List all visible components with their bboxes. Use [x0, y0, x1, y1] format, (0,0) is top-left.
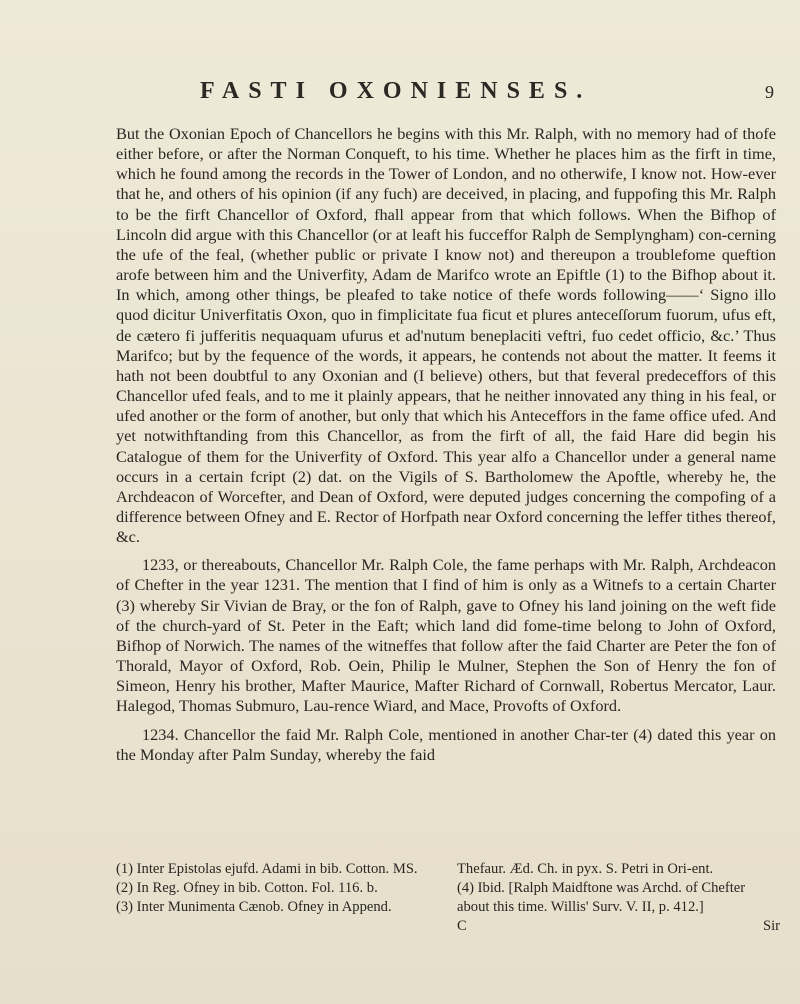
signature-row: [457, 917, 780, 936]
catchword: Sir: [762, 918, 780, 934]
page-number: 9: [765, 82, 774, 102]
footnotes-right-column: [457, 860, 780, 936]
footnote-3: (3) Inter Munimenta Cænob. Ofney in Append.: [116, 899, 392, 915]
paragraph-oxonian-epoch: But the Oxonian Epoch of Chancellors he begins with this Mr. Ralph, with no memory had of thofe either before, or after the Norman Conqueft, to his time. Whether he places him as the firft in time, which he found among the records in the Tower of London, and no otherwife, I know not. How-ever that he, and others of his opinion (if any fuch) are deceived, in placing, and fuppofing this Mr. Ralph to be the firft Chancellor of Oxford, fhall appear from that which follows. When the Bifhop of Lincoln did argue with this Chancellor (or at leaft his fucceffor Ralph de Semplyngham) con-cerning the ufe of the feal, (whether public or private I know not) and thereupon a troublefome queftion arofe between him and the Univerfity, Adam de Marifco wrote an Epiftle (1) to the Bifhop about it. In which, among other things, be pleafed to take notice of thefe words following——‘ Signo illo quod dicitur Univerfitatis Oxon, quo in fimplicitate fua ficut et plures anteceſſorum fuorum, ufus eft, de cætero fi jufferitis nequaquam ufurus et ad'nutum beneplaciti veftri, fuo cedet officio, &c.’ Thus Marifco; but by the fequence of the words, it appears, he contends not about the matter. It feems it hath not been doubtful to any Oxonian and (I believe) others, but that feveral predeceffors of this Chancellor ufed feals, and to me it plainly appears, that he neither innovated any thing in his feal, or ufed another or the form of another, but only that which his Anteceffors in the fame office ufed. And yet notwithftanding from this Chancellor, as from the firft of all, the faid Hare did begin his Catalogue of them for the Univerfity of Oxford. This year alfo a Chancellor under a general name occurs in a certain fcript (2) dat. on the Vigils of S. Bartholomew the Apoftle, whereby he, the Archdeacon of Worcefter, and Dean of Oxford, were deputed judges concerning the compofing of a difference between Ofney and E. Rector of Horfpath near Oxford concerning the leffer tithes thereof, &c.: [116, 124, 776, 547]
footnote-3-continued: Thefaur. Æd. Ch. in pyx. S. Petri in Ori-ent.: [457, 861, 714, 877]
paragraph-1233: 1233, or thereabouts, Chancellor Mr. Ralph Cole, the fame perhaps with Mr. Ralph, Archdeacon of Chefter in the year 1231. The mention that I find of him is only as a Witnefs to a certain Charter (3) whereby Sir Vivian de Bray, or the fon of Ralph, gave to Ofney his land joining on the weft fide of the church-yard of St. Peter in the Eaft; which land did fome-time belong to John of Oxford, Bifhop of Norwich. The names of the witneffes that follow after the faid Charter are Peter the fon of Thorald, Mayor of Oxford, Rob. Oein, Philip le Mulner, Stephen the Son of Henry the fon of Simeon, Henry his brother, Mafter Maurice, Mafter Richard of Cornwall, Robertus Mercator, Laur. Halegod, Thomas Submuro, Lau-rence Wiard, and Mace, Provofts of Oxford.: [116, 555, 776, 716]
signature-mark: C: [457, 918, 467, 934]
running-head: FASTI OXONIENSES.: [200, 78, 592, 104]
footnotes: [116, 860, 780, 936]
footnote-4: (4) Ibid. [Ralph Maidftone was Archd. of Chefter about this time. Willis' Surv. V. II, p. 412.]: [457, 880, 746, 915]
paragraph-1234: 1234. Chancellor the faid Mr. Ralph Cole, mentioned in another Char-ter (4) dated this year on the Monday after Palm Sunday, whereby the faid: [116, 724, 776, 764]
main-text: [116, 124, 776, 765]
footnotes-left-column: [116, 860, 439, 936]
footnote-1: (1) Inter Epistolas ejufd. Adami in bib. Cotton. MS.: [116, 861, 418, 877]
page-header: [0, 78, 800, 118]
footnote-2: (2) In Reg. Ofney in bib. Cotton. Fol. 116. b.: [116, 880, 378, 896]
